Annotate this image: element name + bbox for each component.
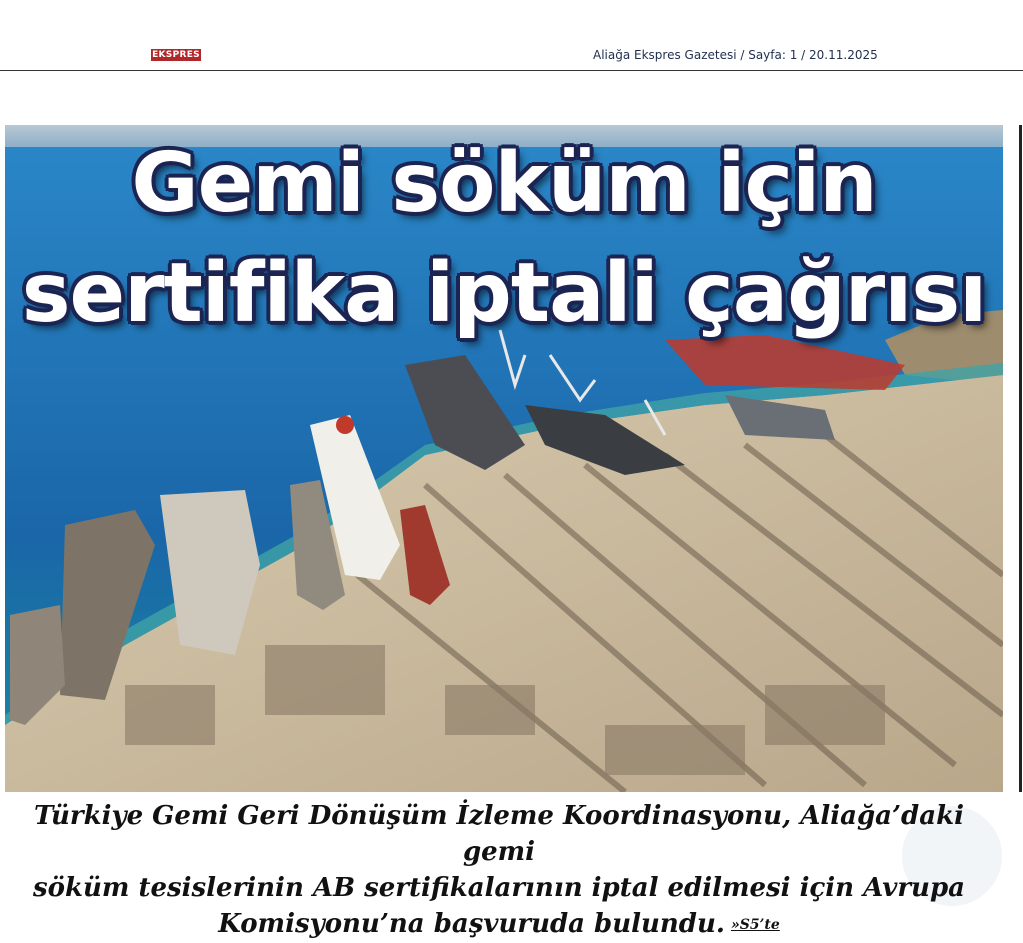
shipyard-photo xyxy=(5,125,1003,792)
news-summary xyxy=(0,798,998,943)
headline-line-2: sertifika iptali çağrısı xyxy=(21,246,987,341)
summary-line-3-wrap xyxy=(0,906,998,943)
summary-line-3: Komisyonu’na başvuruda bulundu. xyxy=(218,909,725,939)
page-meta: Aliağa Ekspres Gazetesi / Sayfa: 1 / 20.11.2025 xyxy=(593,48,878,62)
column-rule xyxy=(1019,125,1022,792)
summary-line-2: söküm tesislerinin AB sertifikalarının iptal edilmesi için Avrupa xyxy=(33,873,965,903)
summary-line-1: Türkiye Gemi Geri Dönüşüm İzleme Koordinasyonu, Aliağa’daki gemi xyxy=(34,801,964,867)
newspaper-logo: EKSPRES xyxy=(152,50,200,60)
headline-line-1: Gemi söküm için xyxy=(131,136,877,231)
page-reference-link[interactable]: »S5’te xyxy=(730,917,780,933)
headline xyxy=(5,130,1003,348)
page-header xyxy=(0,0,1023,71)
